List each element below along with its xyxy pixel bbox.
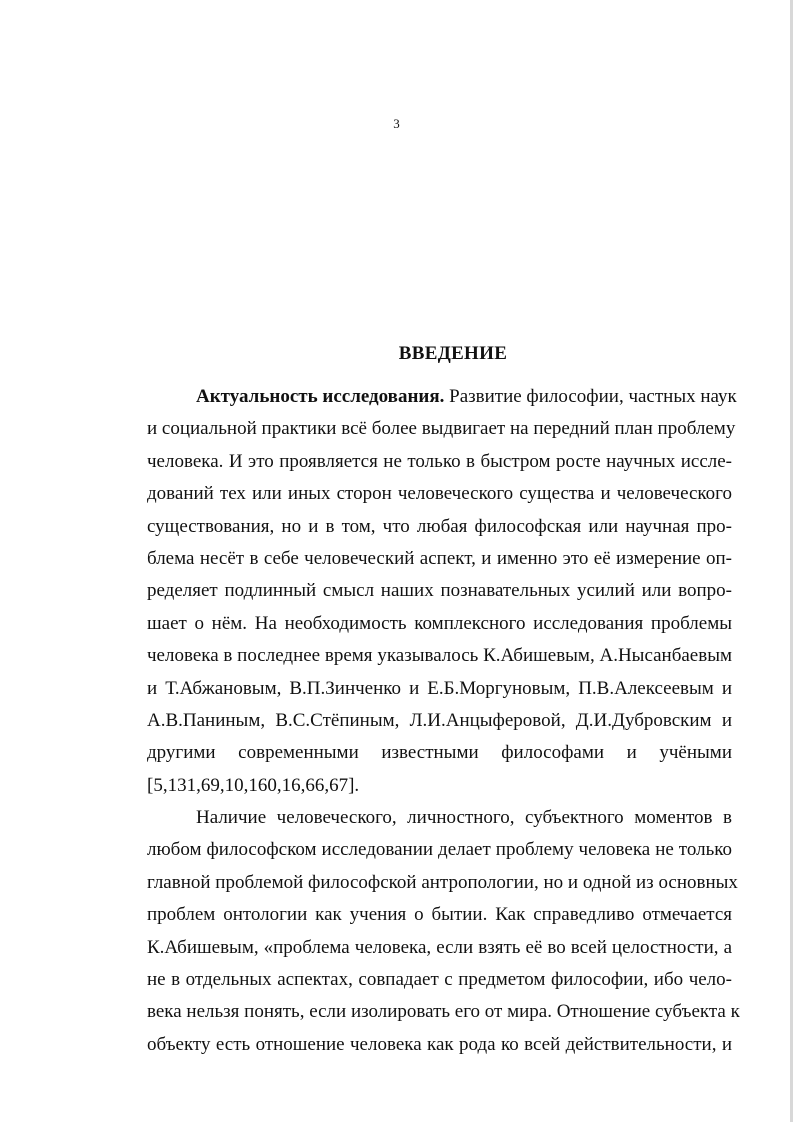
paragraph-line: К.Абишевым, «проблема человека, если взять её во всей целостности, а [147,936,732,958]
paragraph-line: Наличие человеческого, личностного, субъектного моментов в [196,807,732,828]
paragraph-line: и Т.Абжановым, В.П.Зинченко и Е.Б.Моргуновым, П.В.Алексеевым и [147,677,732,699]
paragraph-line-references: [5,131,69,10,160,16,66,67]. [147,774,360,796]
paragraph-line: человека. И это проявляется не только в быстром росте научных иссле- [147,450,732,472]
paragraph-line: А.В.Паниным, В.С.Стёпиным, Л.И.Анцыферовой, Д.И.Дубровским и [147,710,732,732]
paragraph-line: объекту есть отношение человека как рода ко всей действительности, и [147,1033,732,1055]
paragraph-line: главной проблемой философской антропологии, но и одной из основных [147,871,738,893]
paragraph-line: не в отдельных аспектах, совпадает с предметом философии, ибо чело- [147,969,732,991]
paragraph-relevance [147,381,737,802]
paragraph-line: века нельзя понять, если изолировать его от мира. Отношение субъекта к [147,1001,740,1023]
paragraph-text: Развитие философии, частных наук [444,386,737,407]
paragraph-line: и социальной практики всё более выдвигает на передний план проблему [147,418,736,440]
section-heading: ВВЕДЕНИЕ [398,343,508,364]
paragraph-line: блема несёт в себе человеческий аспект, и именно это её измерение оп- [147,548,732,570]
page-number: 3 [393,116,400,131]
paragraph-line: шает о нём. На необходимость комплексного исследования проблемы [147,612,732,634]
paragraph-line: дований тех или иных сторон человеческого существа и человеческого [147,483,732,505]
paragraph-human-problem [147,802,740,1061]
paragraph-line: проблем онтологии как учения о бытии. Как справедливо отмечается [147,904,732,926]
lead-phrase: Актуальность исследования. [196,386,445,407]
paragraph-line [147,381,737,413]
paragraph-line: существования, но и в том, что любая философская или научная про- [147,515,732,537]
paragraph-line: человека в последнее время указывалось К.Абишевым, А.Нысанбаевым [147,645,732,667]
paragraph-line: ределяет подлинный смысл наших познавательных усилий или вопро- [147,580,732,602]
paragraph-line: любом философском исследовании делает проблему человека не только [147,839,732,861]
paragraph-line: другими современными известными философами и учёными [147,742,732,764]
